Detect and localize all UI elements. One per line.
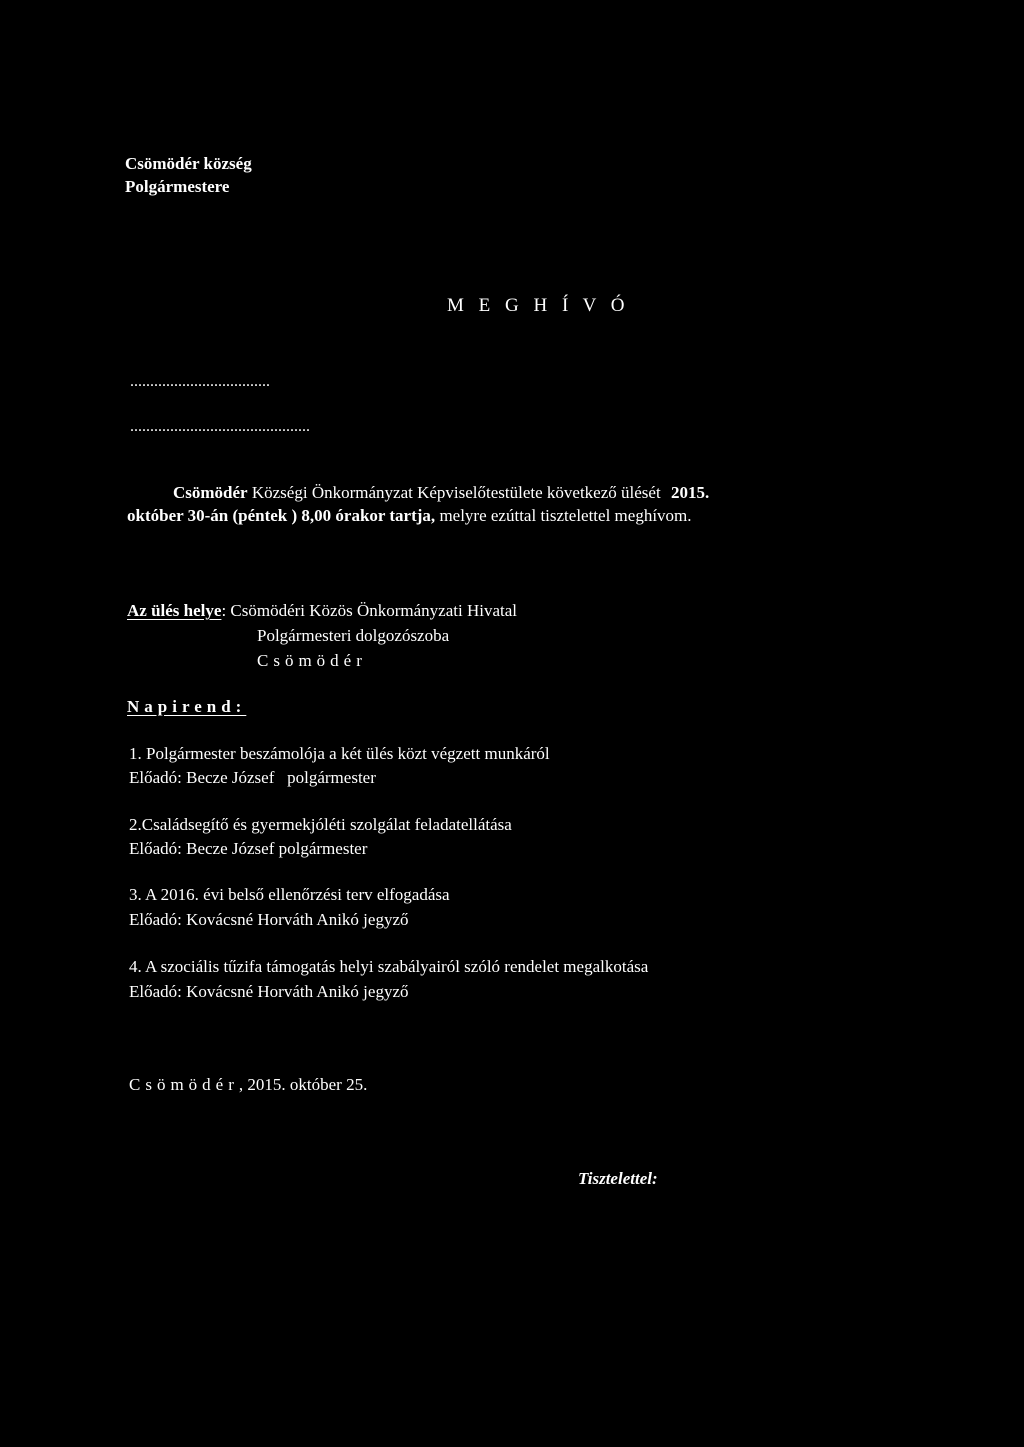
agenda-item-3-presenter: Előadó: Kovácsné Horváth Anikó jegyző: [129, 910, 409, 929]
venue-line-3: Csömödér: [257, 651, 367, 670]
agenda-item-4-title: 4. A szociális tűzifa támogatás helyi szabályairól szóló rendelet megalkotása: [129, 957, 649, 976]
agenda-item-3-title: 3. A 2016. évi belső ellenőrzési terv elfogadása: [129, 885, 450, 904]
intro-line-1: [173, 484, 709, 501]
venue-name: Csömödéri Közös Önkormányzati Hivatal: [230, 601, 517, 620]
issuer-line-1: Csömödér község: [125, 154, 252, 173]
intro-line-2: [127, 507, 692, 524]
document-title: M E G H Í V Ó: [447, 295, 630, 316]
intro-year: 2015.: [670, 483, 710, 502]
agenda-item-2-title: 2.Családsegítő és gyermekjóléti szolgálat feladatellátása: [129, 815, 512, 834]
venue-label: Az ülés helye: [127, 601, 222, 620]
agenda-item-1-title: 1. Polgármester beszámolója a két ülés közt végzett munkáról: [129, 744, 550, 763]
place-date: [129, 1076, 367, 1093]
intro-invitation: melyre ezúttal tisztelettel meghívom.: [439, 506, 692, 525]
venue-colon: :: [221, 601, 227, 620]
place-date-date: , 2015. október 25.: [238, 1075, 368, 1094]
venue-line-2: Polgármesteri dolgozószoba: [257, 626, 450, 645]
intro-text: Községi Önkormányzat Képviselőtestülete következő ülését: [251, 483, 661, 502]
issuer-line-2: Polgármestere: [125, 177, 230, 196]
venue-line-1: [127, 602, 517, 619]
agenda-item-4-presenter: Előadó: Kovácsné Horváth Anikó jegyző: [129, 982, 409, 1001]
dotted-line-2: .............................................: [130, 418, 310, 435]
intro-place: Csömödér: [173, 483, 248, 502]
closing-greeting: Tisztelettel:: [578, 1169, 658, 1188]
place-date-place: Csömödér: [129, 1075, 239, 1094]
dotted-line-1: ...................................: [130, 373, 270, 390]
agenda-item-2-presenter: Előadó: Becze József polgármester: [129, 839, 368, 858]
agenda-item-1-presenter: Előadó: Becze József polgármester: [129, 768, 376, 787]
agenda-heading: Napirend:: [127, 697, 247, 716]
intro-date-time: október 30-án (péntek ) 8,00 órakor tartja,: [127, 506, 436, 525]
